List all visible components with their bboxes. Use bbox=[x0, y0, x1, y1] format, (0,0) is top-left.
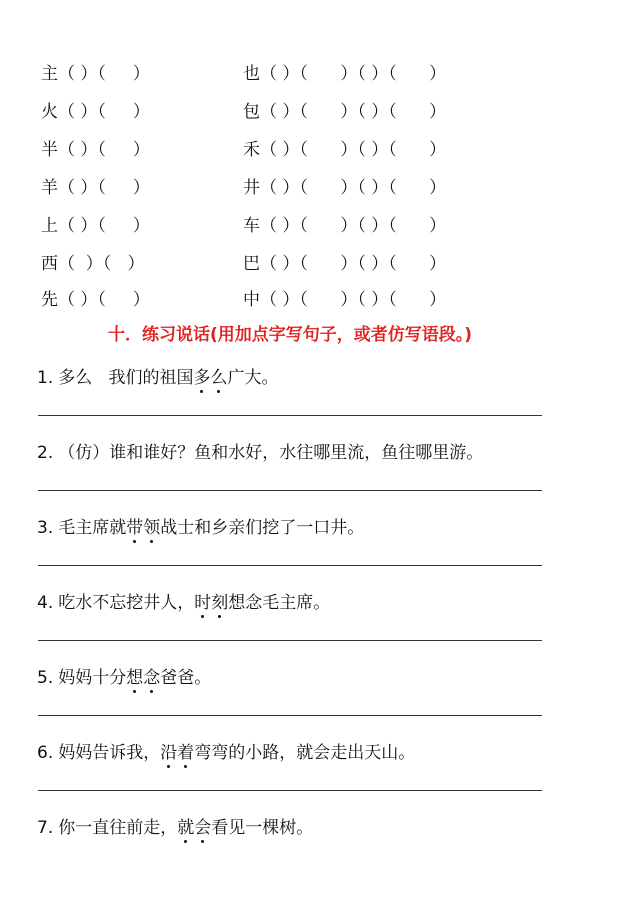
char-row-1 bbox=[0, 59, 640, 89]
sentence-number: 7. bbox=[37, 818, 54, 838]
answer-line[interactable] bbox=[38, 565, 542, 566]
dotted-char: 会 bbox=[194, 813, 211, 838]
char-cell-right: 包（ ）（ ）（ ）（ ） bbox=[243, 102, 447, 122]
sentence-text: 妈妈十分 bbox=[58, 668, 127, 688]
char-cell-right: 车（ ）（ ）（ ）（ ） bbox=[243, 216, 447, 236]
char-cell-right: 井（ ）（ ）（ ）（ ） bbox=[243, 178, 447, 198]
sentence-text: 广大。 bbox=[227, 368, 279, 388]
dotted-char: 着 bbox=[177, 738, 194, 763]
sentence-text: 看见一棵树。 bbox=[211, 818, 314, 838]
sentence-number: 3. bbox=[37, 518, 54, 538]
sentence-6 bbox=[37, 738, 617, 763]
char-cell-right: 中（ ）（ ）（ ）（ ） bbox=[243, 290, 447, 310]
sentence-2 bbox=[37, 438, 617, 463]
dotted-char: 带 bbox=[126, 513, 143, 538]
sentence-text: 吃水不忘挖井人， bbox=[58, 593, 195, 613]
answer-line[interactable] bbox=[38, 415, 542, 416]
sentence-number: 2. bbox=[37, 443, 54, 463]
answer-line[interactable] bbox=[38, 640, 542, 641]
sentence-number: 5. bbox=[37, 668, 54, 688]
dotted-char: 沿 bbox=[160, 738, 177, 763]
dotted-char: 想 bbox=[126, 663, 143, 688]
sentence-number: 1. bbox=[37, 368, 54, 388]
sentence-text: 弯弯的小路，就会走出天山。 bbox=[194, 743, 416, 763]
char-cell-left: 火（ ）（ ） bbox=[41, 102, 150, 122]
sentence-1 bbox=[37, 363, 617, 388]
sentence-4 bbox=[37, 588, 617, 613]
char-cell-right: 禾（ ）（ ）（ ）（ ） bbox=[243, 140, 447, 160]
sentence-number: 4. bbox=[37, 593, 54, 613]
dotted-char: 时 bbox=[194, 588, 211, 613]
answer-line[interactable] bbox=[38, 490, 542, 491]
char-cell-left: 半（ ）（ ） bbox=[41, 140, 150, 160]
char-row-2 bbox=[0, 97, 640, 127]
sentence-5 bbox=[37, 663, 617, 688]
dotted-char: 么 bbox=[210, 363, 227, 388]
char-cell-right: 巴（ ）（ ）（ ）（ ） bbox=[243, 254, 447, 274]
char-row-5 bbox=[0, 211, 640, 241]
dotted-char: 就 bbox=[177, 813, 194, 838]
answer-line[interactable] bbox=[38, 715, 542, 716]
char-cell-left: 西（ ）（ ） bbox=[41, 254, 145, 274]
dotted-char: 多 bbox=[193, 363, 210, 388]
sentence-text: 毛主席就 bbox=[58, 518, 127, 538]
sentence-number: 6. bbox=[37, 743, 54, 763]
dotted-char: 念 bbox=[143, 663, 160, 688]
char-row-7 bbox=[0, 285, 640, 315]
answer-line[interactable] bbox=[38, 790, 542, 791]
char-cell-left: 先（ ）（ ） bbox=[41, 290, 150, 310]
dotted-char: 领 bbox=[143, 513, 160, 538]
section-heading: 十．练习说话(用加点字写句子，或者仿写语段。) bbox=[108, 325, 473, 345]
sentence-3 bbox=[37, 513, 617, 538]
sentence-text: （仿）谁和谁好？鱼和水好，水往哪里流，鱼往哪里游。 bbox=[58, 443, 484, 463]
sentence-text: 爸爸。 bbox=[160, 668, 212, 688]
char-row-3 bbox=[0, 135, 640, 165]
sentence-7 bbox=[37, 813, 617, 838]
char-cell-left: 羊（ ）（ ） bbox=[41, 178, 150, 198]
dotted-char: 刻 bbox=[211, 588, 228, 613]
char-cell-left: 上（ ）（ ） bbox=[41, 216, 150, 236]
char-cell-right: 也（ ）（ ）（ ）（ ） bbox=[243, 64, 447, 84]
sentence-text: 想念毛主席。 bbox=[228, 593, 331, 613]
char-row-4 bbox=[0, 173, 640, 203]
char-row-6 bbox=[0, 249, 640, 279]
sentence-text: 你一直往前走， bbox=[58, 818, 178, 838]
sentence-text: 妈妈告诉我， bbox=[58, 743, 161, 763]
char-cell-left: 主（ ）（ ） bbox=[41, 64, 150, 84]
sentence-text: 战士和乡亲们挖了一口井。 bbox=[160, 518, 365, 538]
sentence-text: 多么 我们的祖国 bbox=[58, 368, 194, 388]
